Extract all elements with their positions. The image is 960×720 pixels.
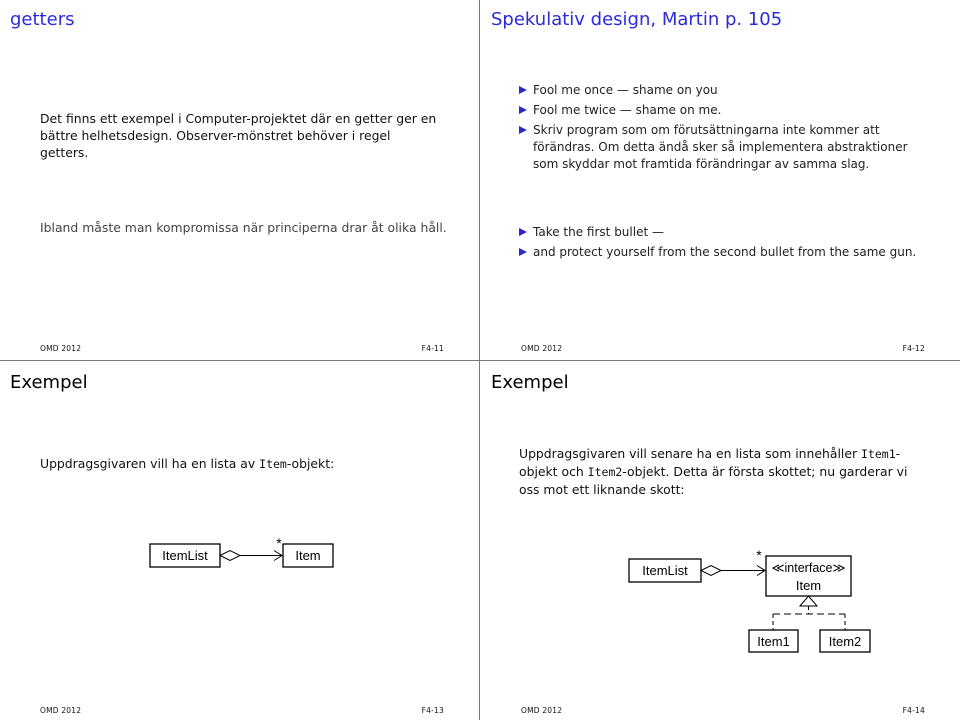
bullet-item: Skriv program som om förutsättningarna inte kommer att förändras. Om detta ändå sker så implementera abstraktioner som skyddar mot framtida förändringar av samma slag. <box>519 122 931 173</box>
bullet-item: and protect yourself from the second bullet from the same gun. <box>519 244 931 261</box>
uml-class-name: Item <box>295 548 321 563</box>
multiplicity-label: * <box>756 547 762 563</box>
footer-course: OMD 2012 <box>521 344 563 353</box>
slide-example-2 <box>481 362 959 720</box>
slide-title: Exempel <box>491 372 569 393</box>
bullet-list-bottom <box>519 224 931 264</box>
uml-diagram-aggregation <box>0 362 478 682</box>
footer-slide-number: F4-11 <box>421 344 444 353</box>
uml-diagram-interface <box>481 362 959 682</box>
paragraph-item1-item2: Uppdragsgivaren vill senare ha en lista som innehåller Item1-objekt och Item2-objekt. Detta är första skottet; nu garderar vi oss mot ett liknande skott: <box>519 446 908 497</box>
page-horizontal-divider <box>0 360 960 361</box>
uml-class-name: ItemList <box>642 563 688 578</box>
footer-course: OMD 2012 <box>521 706 563 715</box>
bullet-arrow-icon <box>519 248 527 256</box>
multiplicity-label: * <box>276 535 282 551</box>
paragraph-compromise: Ibland måste man kompromissa när principerna drar åt olika håll. <box>40 220 447 235</box>
uml-stereotype-label: ≪interface≫ <box>771 561 846 575</box>
aggregation-diamond-icon <box>701 566 721 576</box>
uml-class-name: ItemList <box>162 548 208 563</box>
slide-speculative-design <box>481 0 959 358</box>
bullet-arrow-icon <box>519 126 527 134</box>
slide-title: Exempel <box>10 372 88 393</box>
bullet-item: Fool me twice — shame on me. <box>519 102 931 119</box>
paragraph-getters-example: Det finns ett exempel i Computer-projektet där en getter ger en bättre helhetsdesign. Observer-mönstret behöver i regel getters. <box>40 111 437 160</box>
realization-triangle-icon <box>800 596 817 606</box>
footer-course: OMD 2012 <box>40 706 82 715</box>
uml-class-name: Item2 <box>828 634 862 649</box>
bullet-item: Take the first bullet — <box>519 224 931 241</box>
bullet-item: Fool me once — shame on you <box>519 82 931 99</box>
slide-getters <box>0 0 478 358</box>
paragraph-item-list: Uppdragsgivaren vill ha en lista av Item-objekt: <box>40 456 335 471</box>
bullet-arrow-icon <box>519 86 527 94</box>
footer-course: OMD 2012 <box>40 344 82 353</box>
footer-slide-number: F4-13 <box>421 706 444 715</box>
slide-title: getters <box>10 9 75 30</box>
uml-class-name: Item1 <box>757 634 790 649</box>
uml-interface-name: Item <box>795 578 822 593</box>
bullet-list-top <box>519 82 931 176</box>
footer-slide-number: F4-14 <box>902 706 925 715</box>
footer-slide-number: F4-12 <box>902 344 925 353</box>
bullet-arrow-icon <box>519 228 527 236</box>
slide-title: Spekulativ design, Martin p. 105 <box>491 9 783 30</box>
bullet-arrow-icon <box>519 106 527 114</box>
slide-example-1 <box>0 362 478 720</box>
aggregation-diamond-icon <box>220 551 240 561</box>
